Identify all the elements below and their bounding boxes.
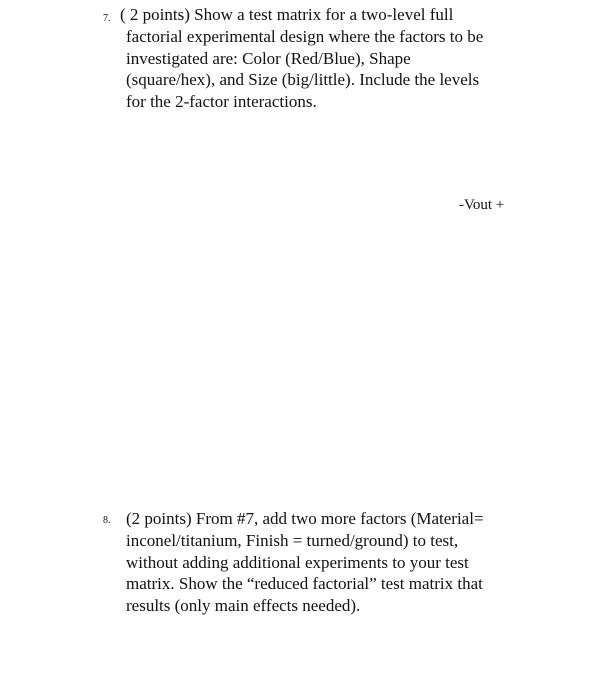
question-line: factorial experimental design where the factors to be (126, 26, 484, 46)
question-line: ( 2 points) Show a test matrix for a two-level full (120, 5, 454, 24)
question-text (126, 508, 536, 617)
question-line: for the 2-factor interactions. (126, 92, 317, 112)
question-number: 8. (103, 515, 111, 526)
question-line: investigated are: Color (Red/Blue), Shape (126, 48, 411, 68)
question-line: results (only main effects needed). (126, 596, 361, 616)
question-line: (2 points) From #7, add two more factors (Material= (126, 509, 484, 528)
question-line: (square/hex), and Size (big/little). Include the levels (126, 70, 480, 90)
handwritten-annotation: -Vout + (459, 197, 505, 213)
question-line: without adding additional experiments to your test (126, 552, 469, 572)
question-number: 7. (103, 13, 111, 24)
question-text (120, 4, 536, 113)
question-line: matrix. Show the “reduced factorial” test matrix that (126, 574, 483, 594)
question-line: inconel/titanium, Finish = turned/ground) to test, (126, 530, 459, 550)
